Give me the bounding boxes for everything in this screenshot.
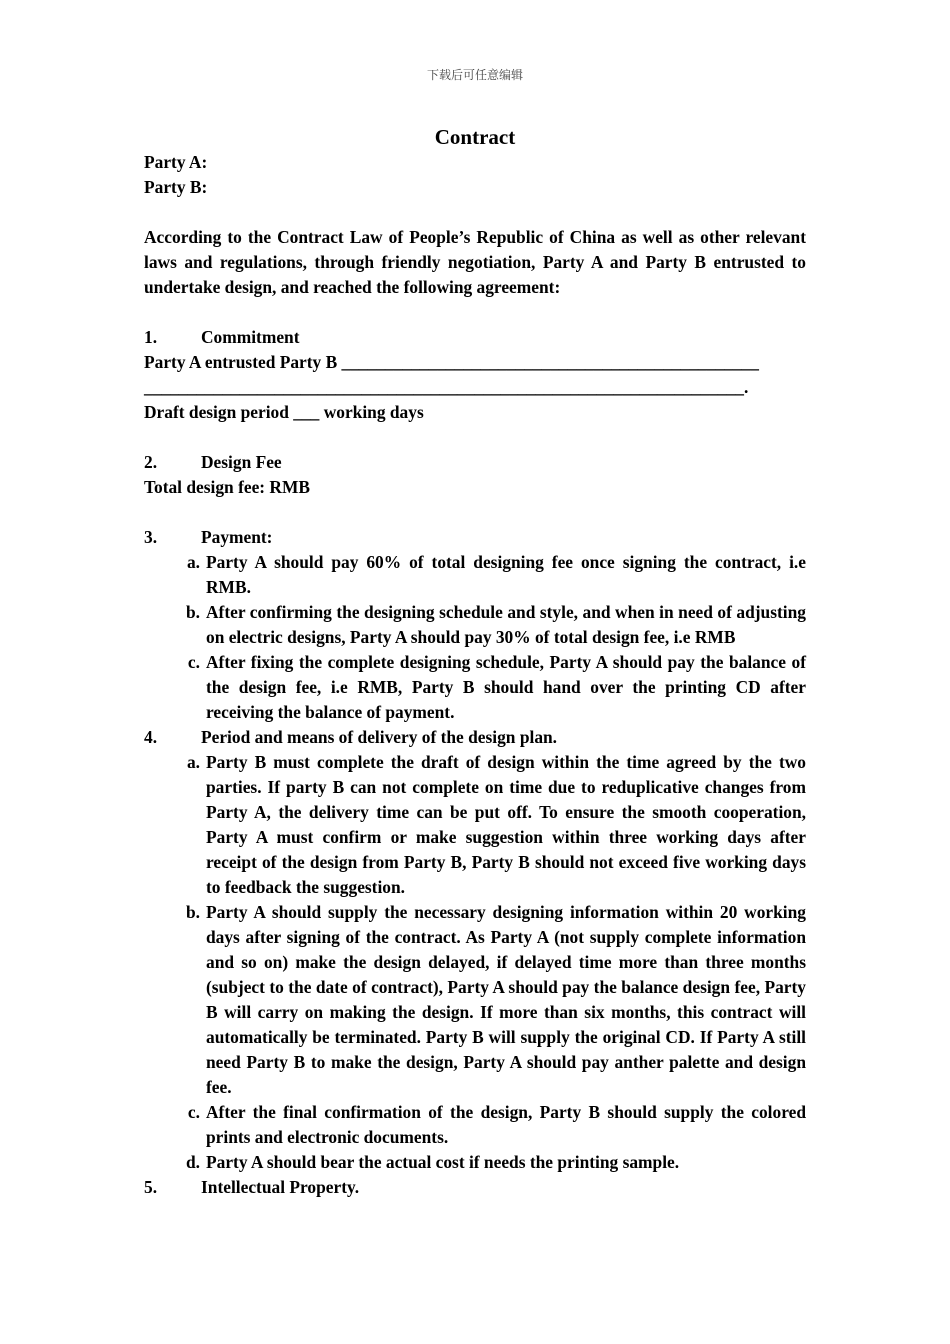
section-1-heading [144,325,806,350]
header-watermark: 下载后可任意编辑 [426,68,523,82]
section-title: Design Fee [201,452,282,472]
list-item-text: After fixing the complete designing schedule, Party A should pay the balance of the design fee, i.e RMB, Party B should hand over the printing CD after receiving the balance of payment. [206,652,806,722]
section-number: 3. [144,527,158,547]
list-item-text: Party A should pay 60% of total designing fee once signing the contract, i.e RMB. [206,552,806,597]
list-marker: b. [185,902,200,922]
list-item-text: Party B must complete the draft of design within the time agreed by the two parties. If party B can not complete on time due to reduplicative changes from Party A, the delivery time can be put off. To ensure the smooth cooperation, Party A must confirm or make suggestion within three working days after receipt of the design from Party B, Party B should not exceed five working days to feedback the suggestion. [206,752,806,897]
delivery-list [144,750,806,1175]
intro-paragraph: According to the Contract Law of People’s Republic of China as well as other relevant laws and regulations, through friendly negotiation, Party A and Party B entrusted to undertake design, and reached the following agreement: [144,227,806,297]
commitment-line-1: Party A entrusted Party B ________________________________________________ [144,352,759,372]
list-item [144,900,806,1100]
party-b-label: Party B: [144,177,208,197]
section-2-heading [144,450,806,475]
list-marker: a. [186,552,200,572]
party-a-label: Party A: [144,152,208,172]
list-item-text: After confirming the designing schedule and style, and when in need of adjusting on electric designs, Party A should pay 30% of total design fee, i.e RMB [206,602,806,647]
section-5-heading [144,1175,806,1200]
list-item [144,550,806,600]
list-marker: c. [187,1102,200,1122]
list-item [144,600,806,650]
section-title: Commitment [201,327,300,347]
list-item [144,1100,806,1150]
payment-list [144,550,806,725]
list-item-text: Party A should supply the necessary designing information within 20 working days after signing of the contract. As Party A (not supply complete information and so on) make the design delayed, if delayed time more than three months (subject to the date of contract), Party A should pay the balance design fee, Party B will carry on making the design. If more than six months, this contract will automatically be terminated. Party B will supply the original CD. If Party A still need Party B to make the design, Party A should pay anther palette and design fee. [206,902,806,1097]
section-title: Period and means of delivery of the design plan. [201,727,558,747]
list-item-text: After the final confirmation of the design, Party B should supply the colored prints and electronic documents. [206,1102,806,1147]
list-marker: d. [185,1152,200,1172]
section-title: Intellectual Property. [201,1177,360,1197]
list-marker: a. [186,752,200,772]
section-3-heading [144,525,806,550]
section-number: 1. [144,327,158,347]
section-number: 4. [144,727,158,747]
section-number: 2. [144,452,158,472]
list-item [144,1150,806,1175]
list-item [144,750,806,900]
section-title: Payment: [201,527,273,547]
list-item-text: Party A should bear the actual cost if needs the printing sample. [206,1152,680,1172]
list-marker: c. [187,652,200,672]
design-fee-line: Total design fee: RMB [144,477,311,497]
list-marker: b. [185,602,200,622]
document-title: Contract [434,125,516,149]
section-number: 5. [144,1177,158,1197]
list-item [144,650,806,725]
commitment-line-2: _____________________________________________________________________. [144,377,749,397]
draft-period-line: Draft design period ___ working days [144,402,424,422]
section-4-heading [144,725,806,750]
document-body [144,124,806,1200]
